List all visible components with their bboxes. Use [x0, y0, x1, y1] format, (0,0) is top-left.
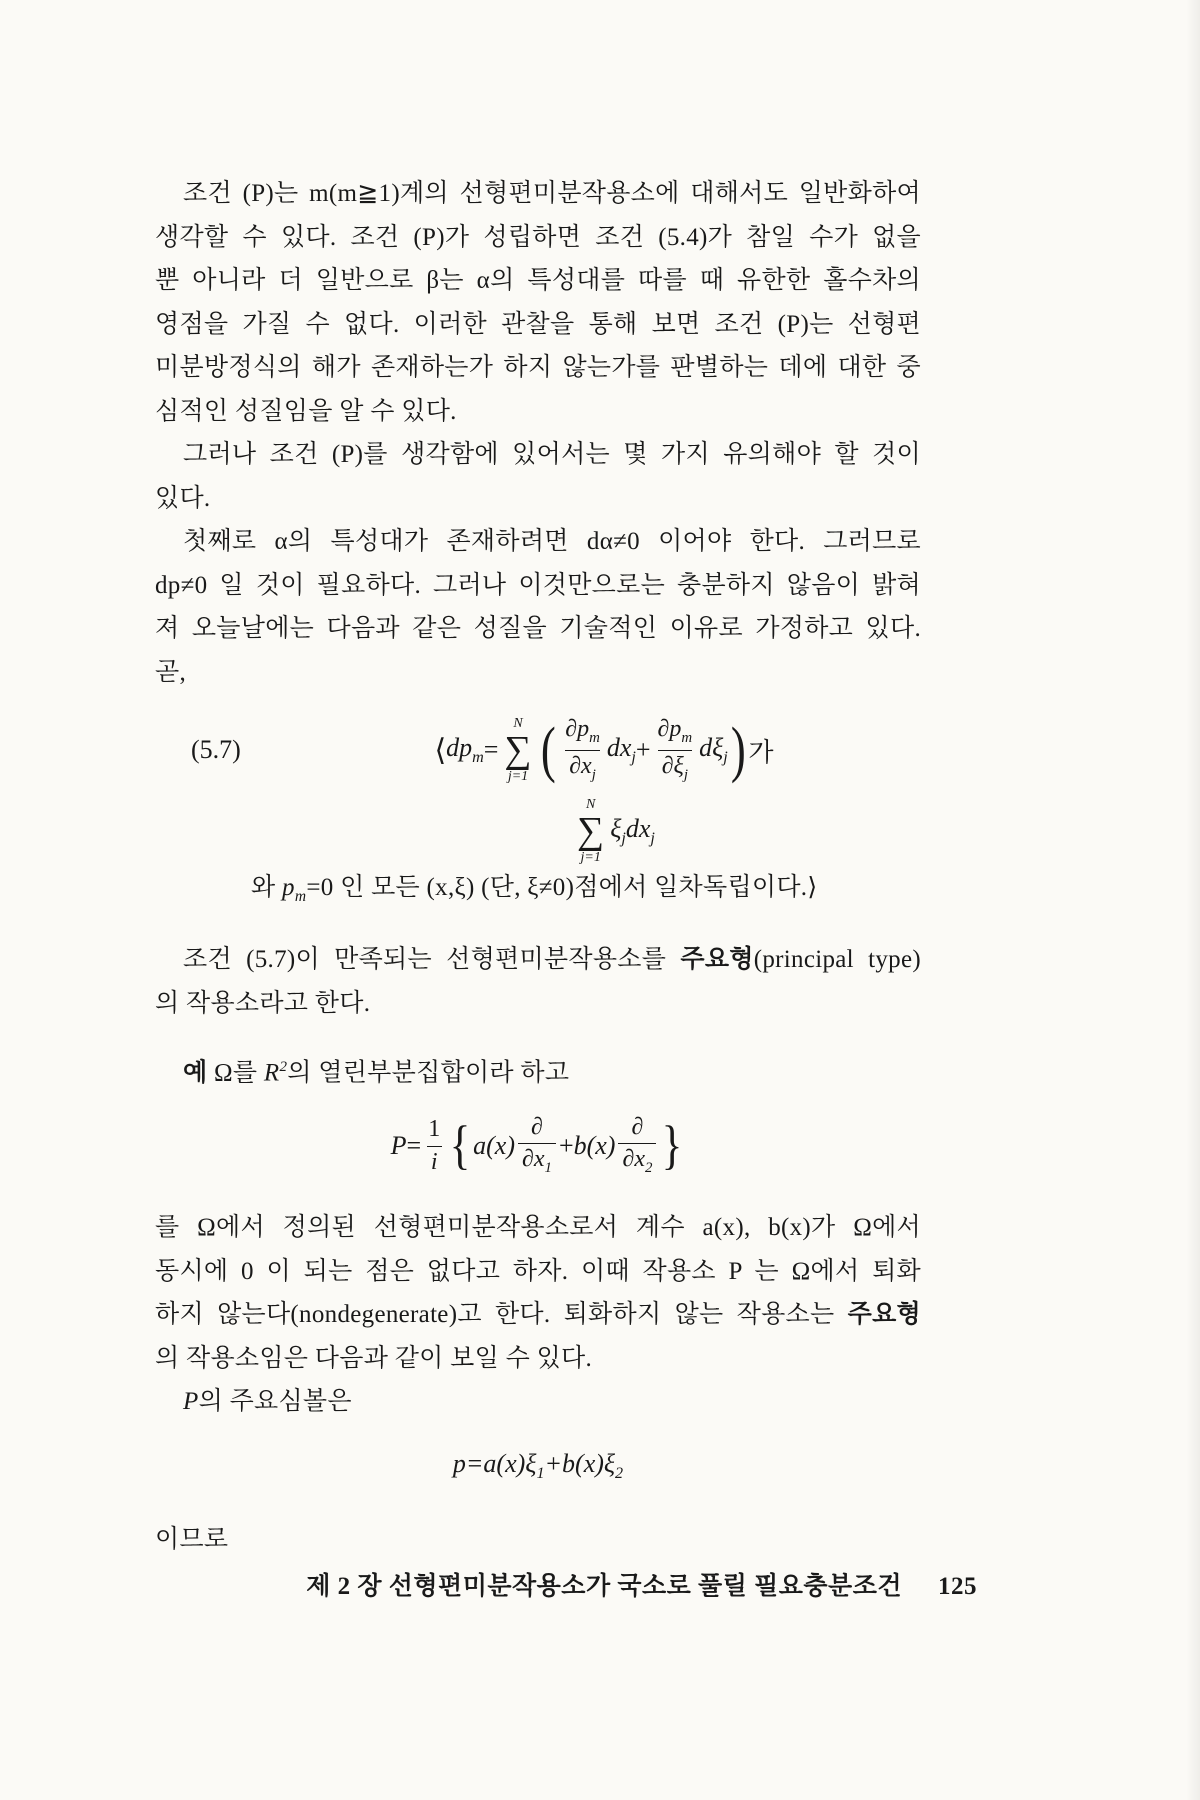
text-line: 영점을 가질 수 없다. 이러한 관찰을 통해 보면 조건 (P)는 선형편	[155, 310, 921, 338]
xij-dxj-term: $\xi_jdx_j$	[610, 813, 655, 848]
dp-m-term: $dp_m$	[446, 732, 484, 767]
fraction-d-dx1	[518, 1115, 556, 1177]
fraction-numerator: $\partial p_m$	[657, 716, 693, 746]
fraction-numerator: ∂	[531, 1114, 543, 1141]
sigma-symbol: ∑	[577, 810, 605, 852]
fraction-dpm-dxij	[654, 717, 697, 783]
text-line: 있다.	[155, 484, 211, 512]
equation-5-7	[155, 708, 921, 792]
fraction-1-over-i	[424, 1117, 444, 1174]
sum-lower-limit: j=1	[580, 850, 601, 865]
equals-sign: =	[406, 1131, 422, 1160]
equation-5-7-line3	[155, 866, 921, 910]
math-R: R	[263, 1059, 280, 1087]
fraction-d-dx2	[618, 1115, 656, 1177]
text-line: 곧,	[155, 658, 187, 686]
bold-term-principal-type: 주요형	[680, 946, 754, 973]
korean-particle-ga: 가	[748, 737, 774, 767]
korean-text: 의 열린부분집합이라 하고	[287, 1059, 570, 1087]
fraction-denominator: $\partial\xi_j$	[658, 750, 692, 783]
text-line: 의 작용소임은 다음과 같이 보일 수 있다.	[155, 1344, 593, 1372]
text-line	[155, 1293, 921, 1337]
text-line	[155, 1046, 921, 1090]
left-angle-bracket: ⟨	[434, 732, 447, 768]
text-line: 를 Ω에서 정의된 선형편미분작용소로서 계수 a(x), b(x)가 Ω에서	[155, 1214, 921, 1241]
equation-5-7-line2	[155, 796, 921, 865]
text-line: 이므로	[155, 1526, 229, 1553]
text-line: 미분방정식의 해가 존재하는가 하지 않는가를 판별하는 데에 대한 중	[155, 354, 921, 381]
dxj-term: $dx_j$	[606, 732, 636, 767]
text-line: 첫째로 α의 특성대가 존재하려면 dα≠0 이어야 한다. 그러므로	[183, 528, 921, 555]
P-term: P=	[390, 1131, 422, 1160]
text-line	[155, 1380, 921, 1424]
sigma-symbol: ∑	[504, 729, 532, 771]
paragraph-1	[155, 172, 921, 694]
page-footer	[155, 1566, 977, 1602]
text-line: 의 작용소라고 한다.	[155, 989, 371, 1017]
text-line: 동시에 0 이 되는 점은 없다고 하자. 이때 작용소 P 는 Ω에서 퇴화	[155, 1257, 921, 1285]
equation-principal-symbol	[155, 1442, 921, 1490]
text-line: 그러나 조건 (P)를 생각함에 있어서는 몇 가지 유의해야 할 것이	[183, 441, 921, 468]
text-line	[155, 866, 921, 910]
dxij-term: $d\xi_j$	[699, 732, 728, 767]
plus-sign: +	[635, 735, 651, 764]
bold-term-principal-type: 주요형	[847, 1301, 921, 1328]
korean-text: =0 인 모든 (x,ξ) (단, ξ≠0)점에서 일차독립이다.⟩	[306, 874, 818, 901]
equals-sign: =	[483, 735, 499, 764]
fraction-numerator: 1	[428, 1116, 441, 1143]
latin-text: (principal type)	[753, 946, 921, 973]
pm-term: $p_m$	[282, 874, 307, 905]
plus-sign: +	[558, 1131, 574, 1160]
text-line: 생각할 수 있다. 조건 (P)가 성립하면 조건 (5.4)가 참일 수가 없을	[155, 223, 921, 251]
korean-text: Ω를	[207, 1059, 264, 1087]
text-line: dp≠0 일 것이 필요하다. 그러나 이것만으로는 충분하지 않음이 밝혀	[155, 571, 921, 599]
korean-text: 의 주요심볼은	[198, 1388, 352, 1415]
korean-text: 와	[251, 874, 283, 901]
text-line: 뿐 아니라 더 일반으로 β는 α의 특성대를 따를 때 유한한 홀수차의	[155, 267, 921, 294]
footer-page-number: 125	[938, 1573, 977, 1600]
fraction-denominator: $\partial x_1$	[518, 1143, 556, 1176]
equation-P-operator	[155, 1102, 921, 1190]
sum-upper-limit: N	[513, 715, 523, 731]
equation-label: (5.7)	[191, 735, 241, 764]
text-line: 져 오늘날에는 다음과 같은 성질을 기술적인 이유로 가정하고 있다.	[155, 615, 921, 642]
korean-text: 하지 않는다(nondegenerate)고 한다. 퇴화하지 않는 작용소는	[155, 1301, 848, 1328]
fraction-denominator: $\partial x_j$	[565, 750, 600, 783]
sigma-sum	[504, 716, 531, 785]
bold-term-example: 예	[183, 1059, 208, 1087]
left-parenthesis: (	[540, 715, 556, 784]
fraction-denominator: i	[427, 1146, 442, 1175]
text-line: 조건 (P)는 m(m≧1)계의 선형편미분작용소에 대해서도 일반화하여	[183, 180, 921, 207]
p-symbol-expression: $p=a(x)\xi_1+b(x)\xi_2$	[452, 1448, 624, 1483]
right-brace: }	[662, 1115, 683, 1176]
closing-line	[155, 1518, 921, 1562]
paragraph-3	[155, 1206, 921, 1424]
footer-chapter-title: 제 2 장 선형편미분작용소가 국소로 풀릴 필요충분조건	[306, 1573, 902, 1600]
b-of-x-term: b(x)	[573, 1131, 616, 1160]
equation-body	[287, 716, 921, 785]
sum-lower-limit: j=1	[507, 769, 529, 784]
fraction-dpm-dxj	[561, 717, 604, 783]
superscript-2: 2	[279, 1059, 288, 1075]
sum-upper-limit: N	[586, 796, 596, 812]
text-line: 심적인 성질임을 알 수 있다.	[155, 397, 457, 425]
paragraph-2	[155, 938, 921, 1025]
example-heading	[155, 1046, 921, 1090]
fraction-numerator: ∂	[631, 1114, 644, 1141]
fraction-denominator: $\partial x_2$	[618, 1143, 656, 1176]
text-line	[155, 938, 921, 982]
sigma-sum	[577, 797, 604, 866]
math-P: P	[183, 1388, 199, 1415]
right-parenthesis: )	[730, 715, 746, 784]
korean-text: 조건 (5.7)이 만족되는 선형편미분작용소를	[183, 946, 681, 973]
left-brace: {	[449, 1115, 471, 1176]
a-of-x-term: a(x)	[473, 1131, 515, 1160]
fraction-numerator: $\partial p_m$	[565, 716, 600, 746]
